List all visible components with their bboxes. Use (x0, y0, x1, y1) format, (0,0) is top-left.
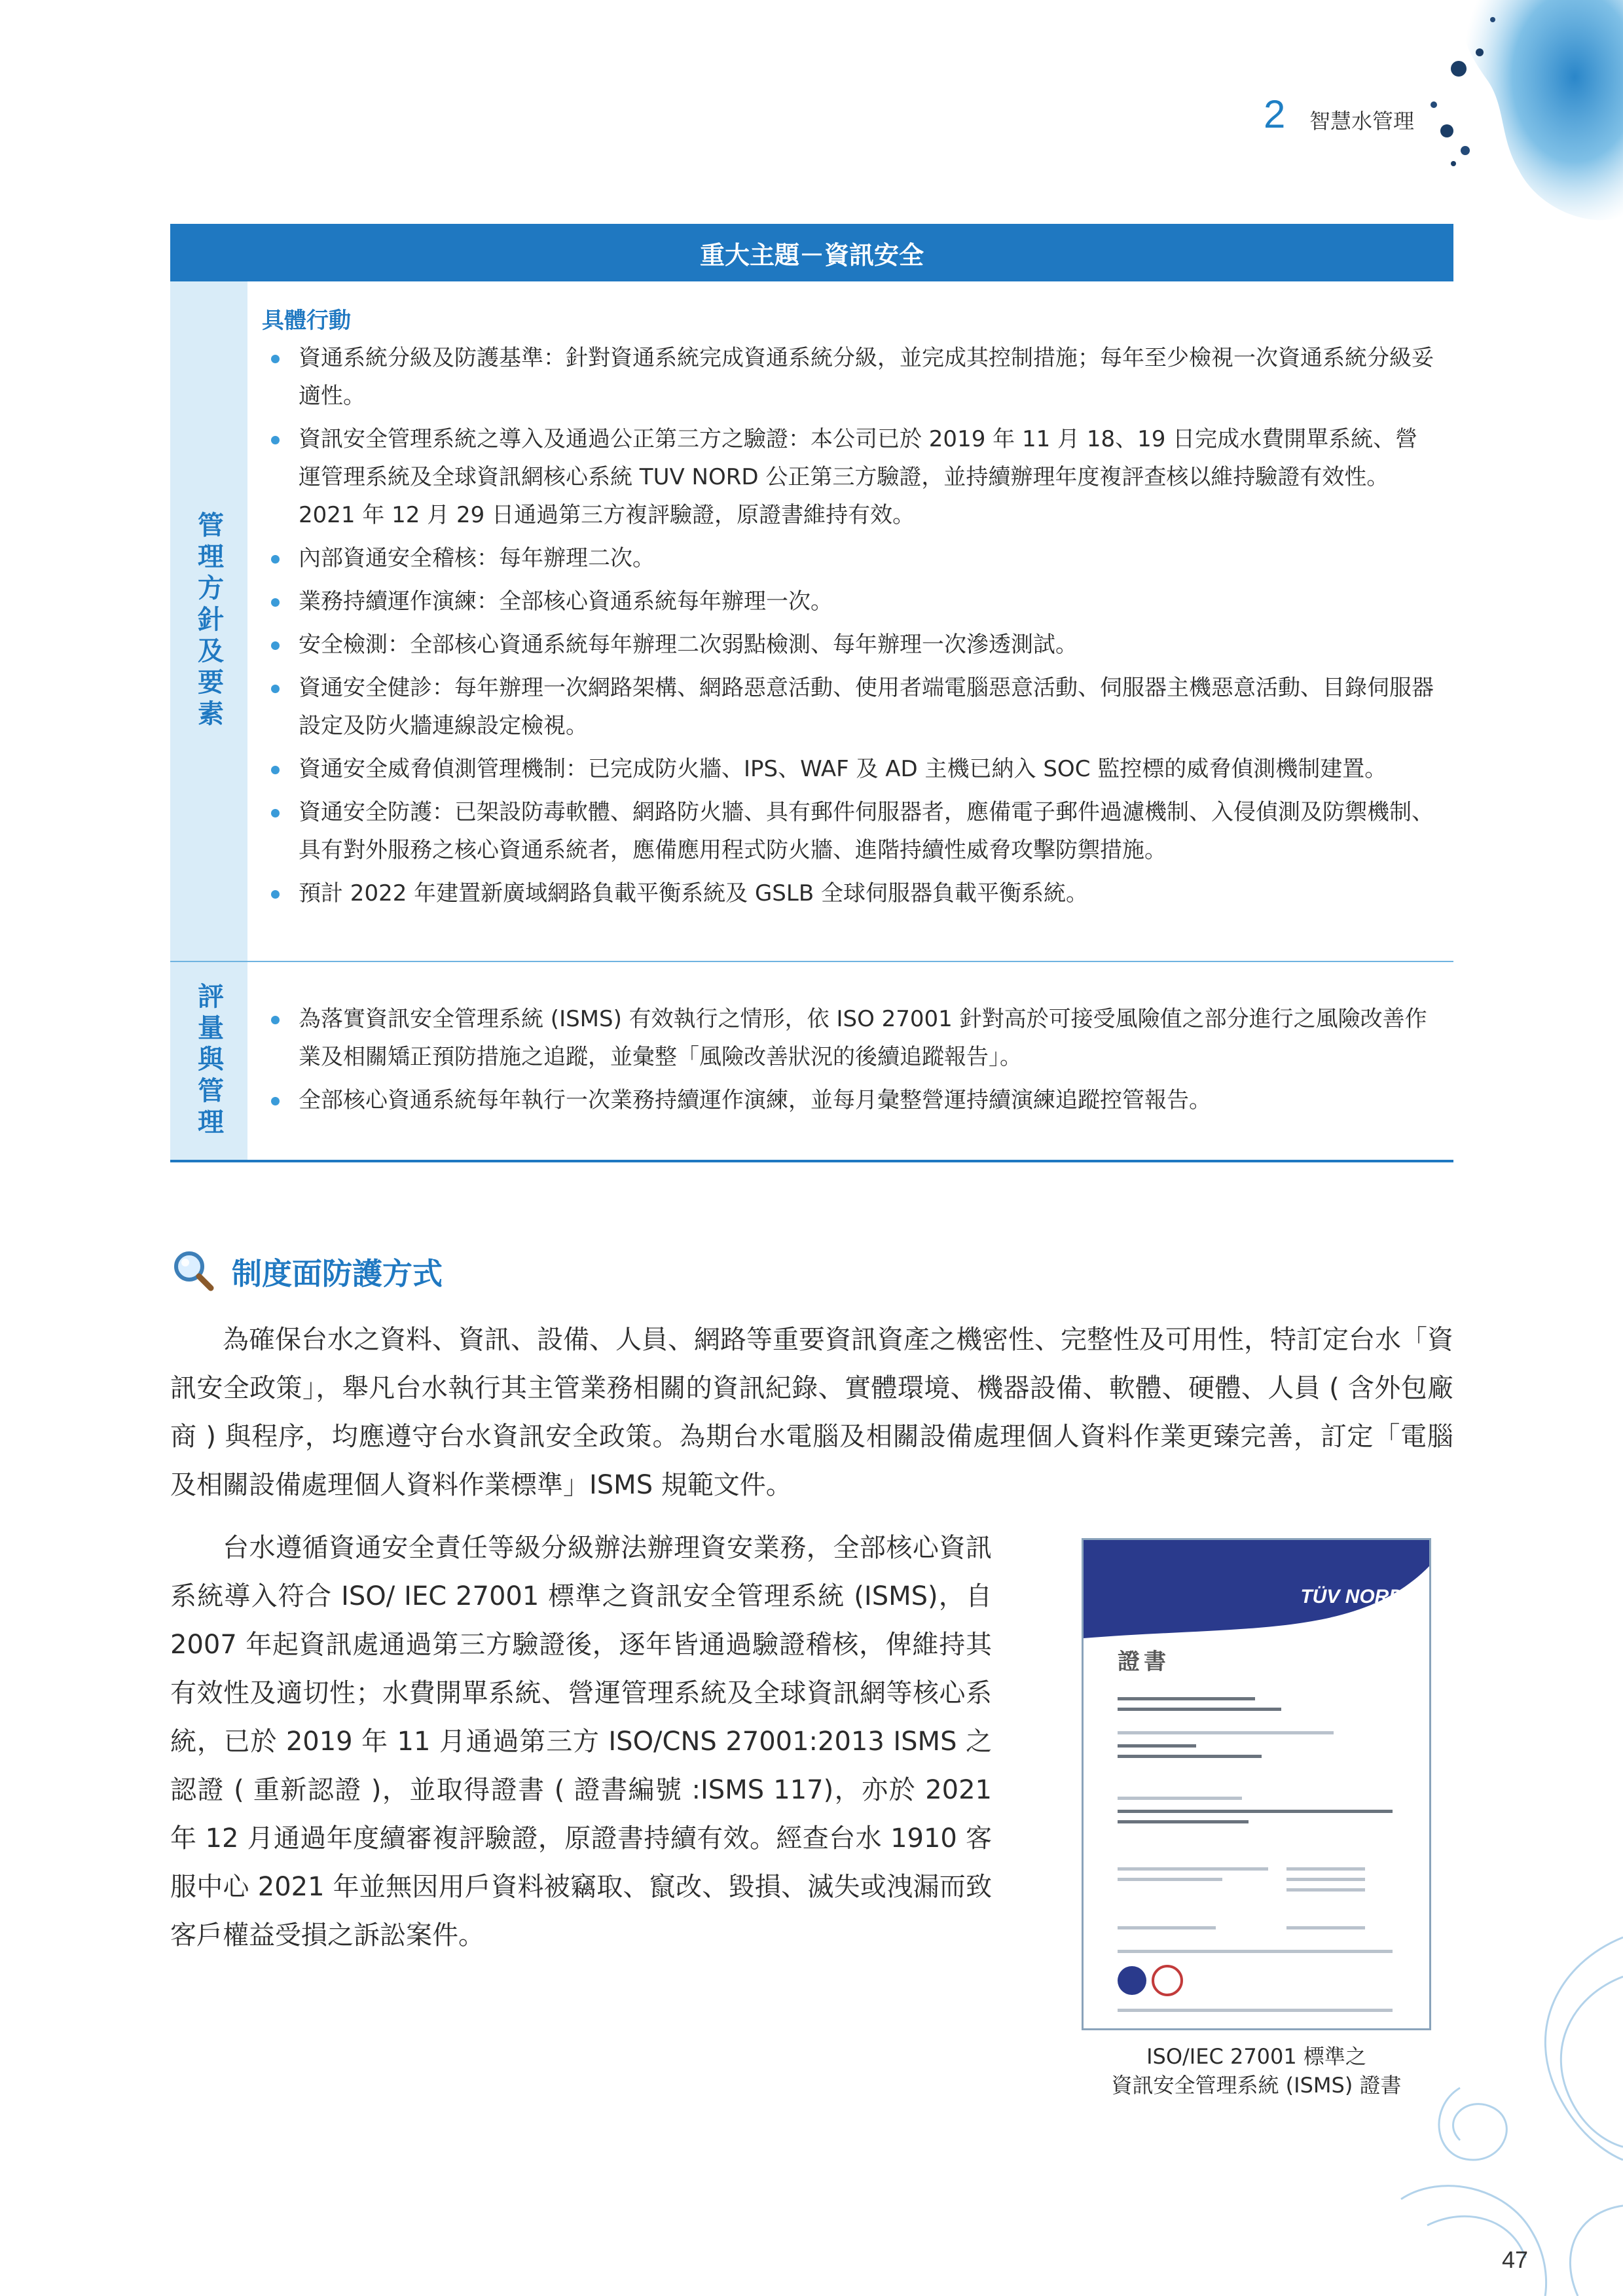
cert-text-line (1286, 1878, 1365, 1881)
evaluation-list (262, 1000, 1434, 1124)
page-number: 47 (1502, 2246, 1529, 2273)
accreditation-badges (1116, 1964, 1188, 1997)
list-item: 資通安全防護：已架設防毒軟體、網路防火牆、具有郵件伺服器者，應備電子郵件過濾機制、入侵偵測及防禦機制、具有對外服務之核心資通系統者，應備應用程式防火牆、進階持續性威脅攻擊防禦措施。 (262, 793, 1434, 869)
paragraph-policy: 為確保台水之資料、資訊、設備、人員、網路等重要資訊資產之機密性、完整性及可用性，特訂定台水「資訊安全政策」，舉凡台水執行其主管業務相關的資訊紀錄、實體環境、機器設備、軟體、硬體、人員 ( 含外包廠商 ) 與程序，均應遵守台水資訊安全政策。為期台水電腦及相關設備處理個人資料作業更臻完善，訂定「電腦及相關設備處理個人資料作業標準」ISMS 規範文件。 (170, 1325, 1453, 1500)
list-item: 資通系統分級及防護基準：針對資通系統完成資通系統分級，並完成其控制措施；每年至少檢視一次資通系統分級妥適性。 (262, 339, 1434, 415)
list-item: 預計 2022 年建置新廣域網路負載平衡系統及 GSLB 全球伺服器負載平衡系統。 (262, 874, 1434, 912)
cert-text-line (1118, 1950, 1393, 1953)
cert-text-line (1286, 1867, 1365, 1871)
magnifier-icon (172, 1249, 215, 1292)
tuv-nord-logo: TÜV NORD (1300, 1586, 1403, 1607)
list-item: 內部資通安全稽核：每年辦理二次。 (262, 539, 1434, 577)
cert-text-line (1118, 1797, 1242, 1800)
row-divider (170, 961, 1453, 962)
section-title: 制度面防護方式 (232, 1256, 443, 1291)
table-title: 重大主題－資訊安全 (170, 224, 1453, 281)
list-item: 業務持續運作演練：全部核心資通系統每年辦理一次。 (262, 583, 1434, 620)
certificate-image (1082, 1538, 1431, 2030)
management-actions-list (262, 339, 1434, 918)
chapter-number: 2 (1264, 92, 1286, 136)
cert-text-line (1118, 1744, 1196, 1748)
chapter-title: 智慧水管理 (1309, 109, 1415, 134)
list-item: 安全檢測：全部核心資通系統每年辦理二次弱點檢測、每年辦理一次滲透測試。 (262, 626, 1434, 664)
cert-text-line (1286, 1888, 1365, 1892)
side-label-management-text: 管理方針及要素 (193, 511, 224, 731)
certificate-band (1084, 1540, 1429, 2028)
list-item: 資訊安全管理系統之導入及通過公正第三方之驗證：本公司已於 2019 年 11 月 18、19 日完成水費開單系統、營運管理系統及全球資訊網核心系統 TUV NORD 公正第三方驗證，並持續辦理年度複評查核以維持驗證有效性。2021 年 12 月 29 日通過第三方複評驗證，原證書維持有效。 (262, 420, 1434, 534)
table-bottom-border (170, 1160, 1453, 1162)
paragraph-isms: 台水遵循資通安全責任等級分級辦法辦理資安業務，全部核心資訊系統導入符合 ISO/ IEC 27001 標準之資訊安全管理系統 (ISMS)，自 2007 年起資訊處通過第三方驗證後，逐年皆通過驗證稽核，俾維持其有效性及適切性；水費開單系統、營運管理系統及全球資訊網等核心系統，已於 2019 年 11 月通過第三方 ISO/CNS 27001:2013 ISMS 之認證 ( 重新認證 )，並取得證書 ( 證書編號 :ISMS 117)，亦於 2021 年 12 月通過年度續審複評驗證，原證書持續有效。經查台水 1910 客服中心 2021 年並無因用戶資料被竊取、竄改、毀損、滅失或洩漏而致客戶權益受損之訴訟案件。 (170, 1533, 992, 1950)
certificate-title: 證書 (1118, 1649, 1170, 1675)
cert-text-line (1118, 1755, 1262, 1758)
cert-text-line (1286, 1926, 1365, 1929)
cert-text-line (1118, 1697, 1255, 1700)
cert-text-line (1118, 1867, 1268, 1871)
certificate-caption (1082, 2042, 1431, 2100)
list-item: 資通安全威脅偵測管理機制：已完成防火牆、IPS、WAF 及 AD 主機已納入 SOC 監控標的威脅偵測機制建置。 (262, 750, 1434, 788)
certificate-caption-line2: 資訊安全管理系統 (ISMS) 證書 (1111, 2073, 1402, 2098)
cert-text-line (1118, 1926, 1216, 1929)
list-item: 為落實資訊安全管理系統 (ISMS) 有效執行之情形，依 ISO 27001 針對高於可接受風險值之部分進行之風險改善作業及相關矯正預防措施之追蹤，並彙整「風險改善狀況的後續追蹤報告」。 (262, 1000, 1434, 1076)
cert-text-line (1118, 1731, 1334, 1734)
cert-text-line (1118, 1878, 1222, 1881)
cert-text-line (1118, 1708, 1281, 1711)
watercolor-decoration (1408, 0, 1623, 236)
certificate-caption-line1: ISO/IEC 27001 標準之 (1146, 2044, 1366, 2069)
side-label-management (170, 281, 247, 961)
cert-text-line (1118, 2009, 1393, 2012)
cert-text-line (1118, 1810, 1393, 1813)
side-label-evaluation (170, 962, 247, 1160)
list-item: 全部核心資通系統每年執行一次業務持續運作演練，並每月彙整營運持續演練追蹤控管報告。 (262, 1081, 1434, 1119)
concrete-actions-heading: 具體行動 (262, 308, 351, 334)
side-label-evaluation-text: 評量與管理 (193, 982, 224, 1139)
cert-text-line (1118, 1820, 1249, 1823)
list-item: 資通安全健診：每年辦理一次網路架構、網路惡意活動、使用者端電腦惡意活動、伺服器主機惡意活動、目錄伺服器設定及防火牆連線設定檢視。 (262, 669, 1434, 745)
